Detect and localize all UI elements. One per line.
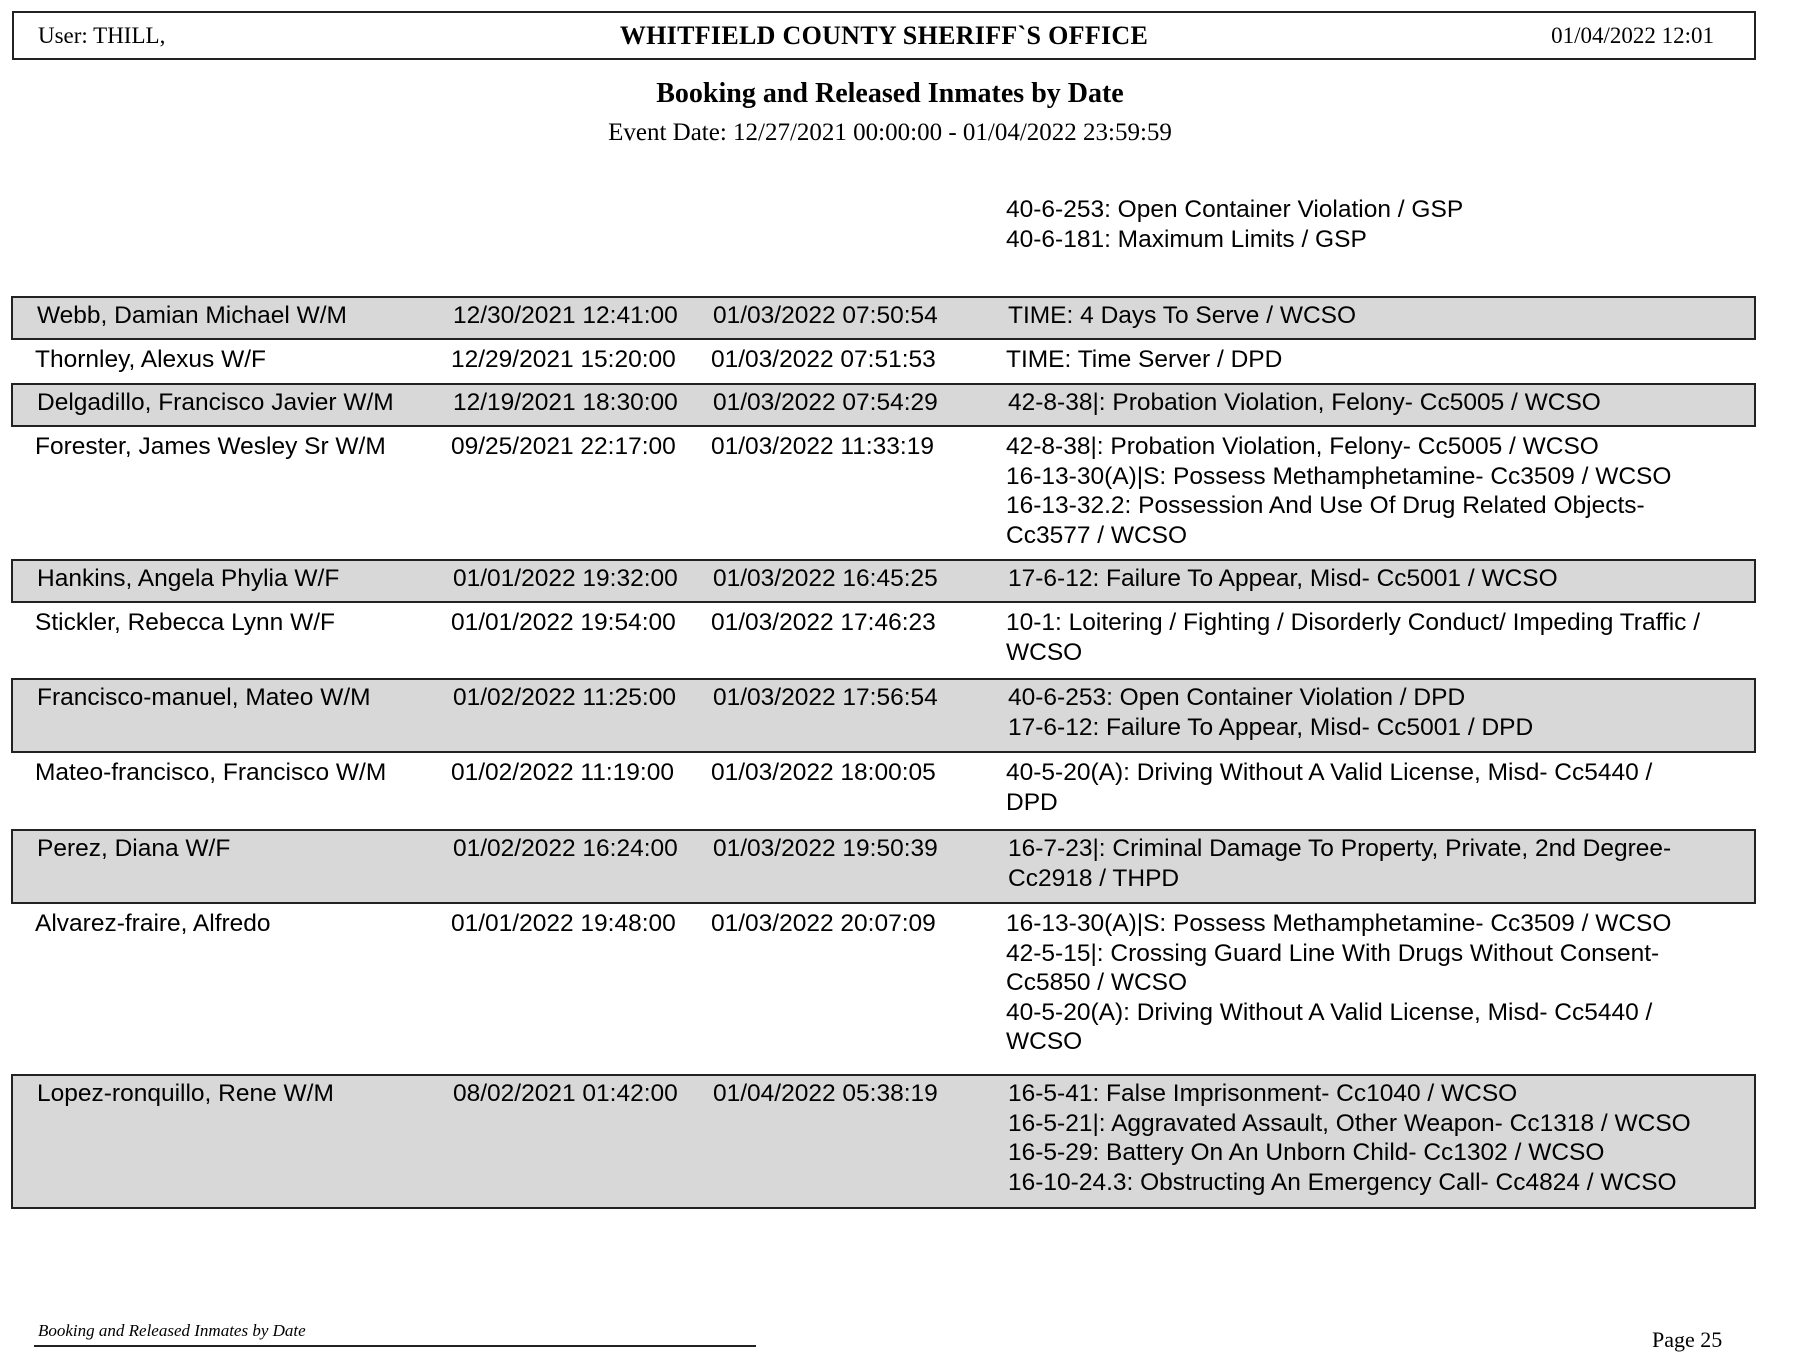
charge-line: 40-6-253: Open Container Violation / DPD xyxy=(1008,684,1466,711)
charge-line: 40-5-20(A): Driving Without A Valid License, Misd- Cc5440 / xyxy=(1006,998,1653,1026)
footer-label: Booking and Released Inmates by Date xyxy=(38,1321,306,1340)
charge-line: 42-8-38|: Probation Violation, Felony- Cc5005 / WCSO xyxy=(1008,389,1601,416)
inmate-name: Lopez-ronquillo, Rene W/M xyxy=(37,1080,334,1107)
release-datetime: 01/03/2022 07:51:53 xyxy=(711,346,936,373)
charges xyxy=(1006,432,1752,550)
booking-datetime: 01/01/2022 19:54:00 xyxy=(451,609,676,636)
booking-datetime: 01/02/2022 16:24:00 xyxy=(453,835,678,862)
header-print-datetime: 01/04/2022 12:01 xyxy=(1551,23,1714,48)
charge-line: 42-5-15|: Crossing Guard Line With Drugs Without Consent- xyxy=(1006,939,1660,967)
release-datetime: 01/03/2022 19:50:39 xyxy=(713,835,938,862)
charge-line: 16-13-30(A)|S: Possess Methamphetamine- Cc3509 / WCSO xyxy=(1006,910,1672,937)
booking-datetime: 01/02/2022 11:25:00 xyxy=(453,684,676,711)
charges xyxy=(1008,301,1754,331)
charge-line: TIME: Time Server / DPD xyxy=(1006,346,1283,373)
charge-line: 40-6-181: Maximum Limits / GSP xyxy=(1006,225,1367,253)
charge-line: Cc2918 / THPD xyxy=(1008,864,1180,892)
record-row xyxy=(11,603,1756,678)
charge-line: Cc3577 / WCSO xyxy=(1006,521,1188,549)
record-row xyxy=(11,753,1756,829)
charges xyxy=(1006,909,1752,1057)
footer-divider xyxy=(34,1345,756,1347)
charge-line: 17-6-12: Failure To Appear, Misd- Cc5001 / DPD xyxy=(1008,713,1534,741)
report-date-range: Event Date: 12/27/2021 00:00:00 - 01/04/2022 23:59:59 xyxy=(608,119,1172,146)
charge-line: WCSO xyxy=(1006,1028,1083,1055)
release-datetime: 01/03/2022 17:56:54 xyxy=(713,684,938,711)
charge-line: 16-13-30(A)|S: Possess Methamphetamine- Cc3509 / WCSO xyxy=(1006,462,1672,490)
record-row xyxy=(11,904,1756,1074)
header-organization: WHITFIELD COUNTY SHERIFF`S OFFICE xyxy=(619,21,1149,50)
record-row xyxy=(11,1074,1756,1209)
record-row xyxy=(11,829,1756,904)
charges xyxy=(1008,388,1754,418)
release-datetime: 01/03/2022 07:50:54 xyxy=(713,302,938,329)
charge-line: 10-1: Loitering / Fighting / Disorderly Conduct/ Impeding Traffic / xyxy=(1006,609,1701,636)
charges xyxy=(1008,834,1754,893)
booking-datetime: 08/02/2021 01:42:00 xyxy=(453,1080,678,1107)
booking-datetime: 01/01/2022 19:32:00 xyxy=(453,565,678,592)
charge-line: 16-13-32.2: Possession And Use Of Drug Related Objects- xyxy=(1006,492,1645,519)
charge-line: TIME: 4 Days To Serve / WCSO xyxy=(1008,302,1357,329)
charge-line: 16-7-23|: Criminal Damage To Property, Private, 2nd Degree- xyxy=(1008,835,1672,862)
record-row xyxy=(11,383,1756,427)
inmate-name: Delgadillo, Francisco Javier W/M xyxy=(37,389,394,416)
release-datetime: 01/03/2022 17:46:23 xyxy=(711,609,936,636)
booking-datetime: 01/02/2022 11:19:00 xyxy=(451,759,674,786)
record-row xyxy=(11,678,1756,753)
report-title: Booking and Released Inmates by Date xyxy=(656,78,1124,109)
inmate-name: Stickler, Rebecca Lynn W/F xyxy=(35,609,336,636)
charge-line: WCSO xyxy=(1006,638,1083,666)
release-datetime: 01/03/2022 20:07:09 xyxy=(711,910,936,937)
header-user: User: THILL, xyxy=(38,23,166,48)
charges xyxy=(1006,608,1752,667)
record-row xyxy=(11,559,1756,603)
inmate-name: Hankins, Angela Phylia W/F xyxy=(37,565,340,592)
charge-line: 40-6-253: Open Container Violation / GSP xyxy=(1006,196,1464,223)
inmate-name: Forester, James Wesley Sr W/M xyxy=(35,433,386,460)
charge-line: 16-5-21|: Aggravated Assault, Other Weapon- Cc1318 / WCSO xyxy=(1008,1109,1691,1137)
release-datetime: 01/03/2022 16:45:25 xyxy=(713,565,938,592)
release-datetime: 01/03/2022 11:33:19 xyxy=(711,433,934,460)
release-datetime: 01/04/2022 05:38:19 xyxy=(713,1080,938,1107)
inmate-name: Perez, Diana W/F xyxy=(37,835,231,862)
inmate-name: Alvarez-fraire, Alfredo xyxy=(35,910,271,937)
charges xyxy=(1008,1079,1754,1197)
release-datetime: 01/03/2022 07:54:29 xyxy=(713,389,938,416)
charge-line: Cc5850 / WCSO xyxy=(1006,969,1188,996)
booking-datetime: 01/01/2022 19:48:00 xyxy=(451,910,676,937)
booking-datetime: 09/25/2021 22:17:00 xyxy=(451,433,676,460)
charge-line: 16-5-41: False Imprisonment- Cc1040 / WCSO xyxy=(1008,1080,1518,1107)
page-number: Page 25 xyxy=(1652,1327,1723,1352)
charge-line: 40-5-20(A): Driving Without A Valid License, Misd- Cc5440 / xyxy=(1006,759,1653,786)
booking-datetime: 12/30/2021 12:41:00 xyxy=(453,302,678,329)
release-datetime: 01/03/2022 18:00:05 xyxy=(711,759,936,786)
charge-line: DPD xyxy=(1006,788,1058,816)
charge-line: 42-8-38|: Probation Violation, Felony- Cc5005 / WCSO xyxy=(1006,433,1599,460)
inmate-name: Webb, Damian Michael W/M xyxy=(37,302,347,329)
charge-line: 17-6-12: Failure To Appear, Misd- Cc5001 / WCSO xyxy=(1008,565,1558,592)
record-row xyxy=(11,427,1756,559)
inmate-name: Mateo-francisco, Francisco W/M xyxy=(35,759,387,786)
booking-datetime: 12/19/2021 18:30:00 xyxy=(453,389,678,416)
charges xyxy=(1008,683,1754,742)
inmate-name: Francisco-manuel, Mateo W/M xyxy=(37,684,371,711)
booking-datetime: 12/29/2021 15:20:00 xyxy=(451,346,676,373)
record-row xyxy=(11,340,1756,383)
charges xyxy=(1006,758,1752,817)
charge-line: 16-5-29: Battery On An Unborn Child- Cc1302 / WCSO xyxy=(1008,1139,1605,1166)
charge-line: 16-10-24.3: Obstructing An Emergency Call- Cc4824 / WCSO xyxy=(1008,1168,1677,1196)
charges xyxy=(1008,564,1754,594)
inmate-name: Thornley, Alexus W/F xyxy=(35,346,267,373)
record-row xyxy=(11,296,1756,340)
charges xyxy=(1006,345,1752,375)
